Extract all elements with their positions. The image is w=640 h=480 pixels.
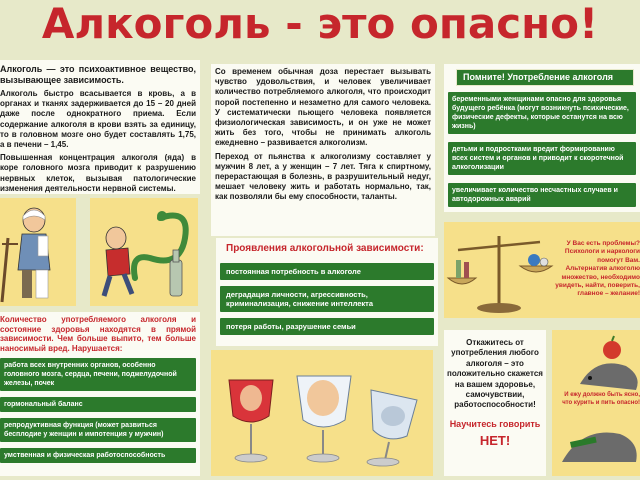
damage-panel <box>0 312 200 476</box>
middle-paragraph-1: Со временем обычная доза перестает вызывать чувство удовольствия, и человек увеличивает количество потребляемого алкоголя, что происходит порой постепенно и незаметно для самого человека. У систематически пьющего человека появляется физиологическая зависимость, и он уже не может жить без того, чтобы не принимать алкоголь ежедневно – развивается алкоголизм. <box>215 67 431 148</box>
damage-heading: Количество употребляемого алкоголя и состояние здоровья находятся в прямой зависимости. Чем больше выпито, тем больше наносимый вред. Нарушается: <box>0 315 196 353</box>
intro-lead: Алкоголь — это психоактивное вещество, вызывающее зависимость. <box>0 64 196 85</box>
dependency-text-panel <box>211 64 435 236</box>
damage-item: репродуктивная функция (может развиться бесплодие у женщин и импотенция у мужчин) <box>0 418 196 442</box>
intro-paragraph-2: Повышенная концентрация алкоголя (яда) в коре головного мозга приводит к разрушению нервных клеток, вызывая патологические изменения деятельности нервной системы. <box>0 153 196 193</box>
scales-illustration <box>444 222 640 318</box>
hedgehog-caption: И ежу должно быть ясно, что курить и пить опасно! <box>562 392 640 406</box>
scales-caption: У Вас есть проблемы? Психологи и наркологи помогут Вам. Альтернатив алкоголю множество, необходимо увидеть, найти, поверить, главное – желание! <box>555 240 640 298</box>
learn-say-label: Научитесь говорить <box>449 418 541 429</box>
remember-item: детьми и подростками вредит формированию всех систем и органов и приводит к скоротечной алкоголизации <box>448 142 636 175</box>
signs-item: деградация личности, агрессивность, криминализация, снижение интеллекта <box>220 286 434 312</box>
damage-item: работа всех внутренних органов, особенно головного мозга, сердца, печени, поджелудочной железы, почек <box>0 358 196 391</box>
refuse-panel <box>444 330 546 476</box>
signs-item: постоянная потребность в алкоголе <box>220 263 434 280</box>
remember-panel <box>444 64 640 212</box>
signs-title: Проявления алкогольной зависимости: <box>226 243 424 254</box>
no-label: НЕТ! <box>479 432 511 448</box>
damage-item: гормональный баланс <box>0 397 196 412</box>
middle-paragraph-2: Переход от пьянства к алкоголизму составляет у мужчин 8 лет, а у женщин – 7 лет. Тяга к спиртному, перерастающая в болезнь, в разрушительный недуг, мешает человеку жить и работать нормально, так, как позволяли бы ему способности, таланты. <box>215 151 431 202</box>
remember-item: беременными женщинами опасно для здоровья будущего ребёнка (могут возникнуть психические, физические дефекты, которые останутся на всю жизнь) <box>448 92 636 134</box>
injured-man-illustration <box>0 198 76 306</box>
refuse-text: Откажитесь от употребления любого алкоголя – это положительно скажется на вашем здоровье, самочувствии, работоспособности! <box>447 338 543 410</box>
signs-panel <box>216 238 438 346</box>
intro-paragraph-1: Алкоголь быстро всасывается в кровь, а в органах и тканях задерживается до 15 – 20 дней даже после однократного приема. Если содержание алкоголя в крови взять за единицу, то в головном мозге оно будет составлять 1,75, а в печени – 1,45. <box>0 89 196 150</box>
remember-title: Помните! Употребление алкоголя <box>456 69 634 86</box>
intro-panel <box>0 60 200 194</box>
signs-item: потеря работы, разрушение семьи <box>220 318 434 335</box>
drunk-man-snake-illustration <box>90 198 198 306</box>
page-title: Алкоголь - это опасно! <box>41 0 599 48</box>
damage-item: умственная и физическая работоспособность <box>0 448 196 463</box>
wine-glasses-faces-illustration <box>211 350 433 476</box>
hedgehog-illustration <box>552 330 640 476</box>
remember-item: увеличивает количество несчастных случаев и автодорожных аварий <box>448 183 636 207</box>
